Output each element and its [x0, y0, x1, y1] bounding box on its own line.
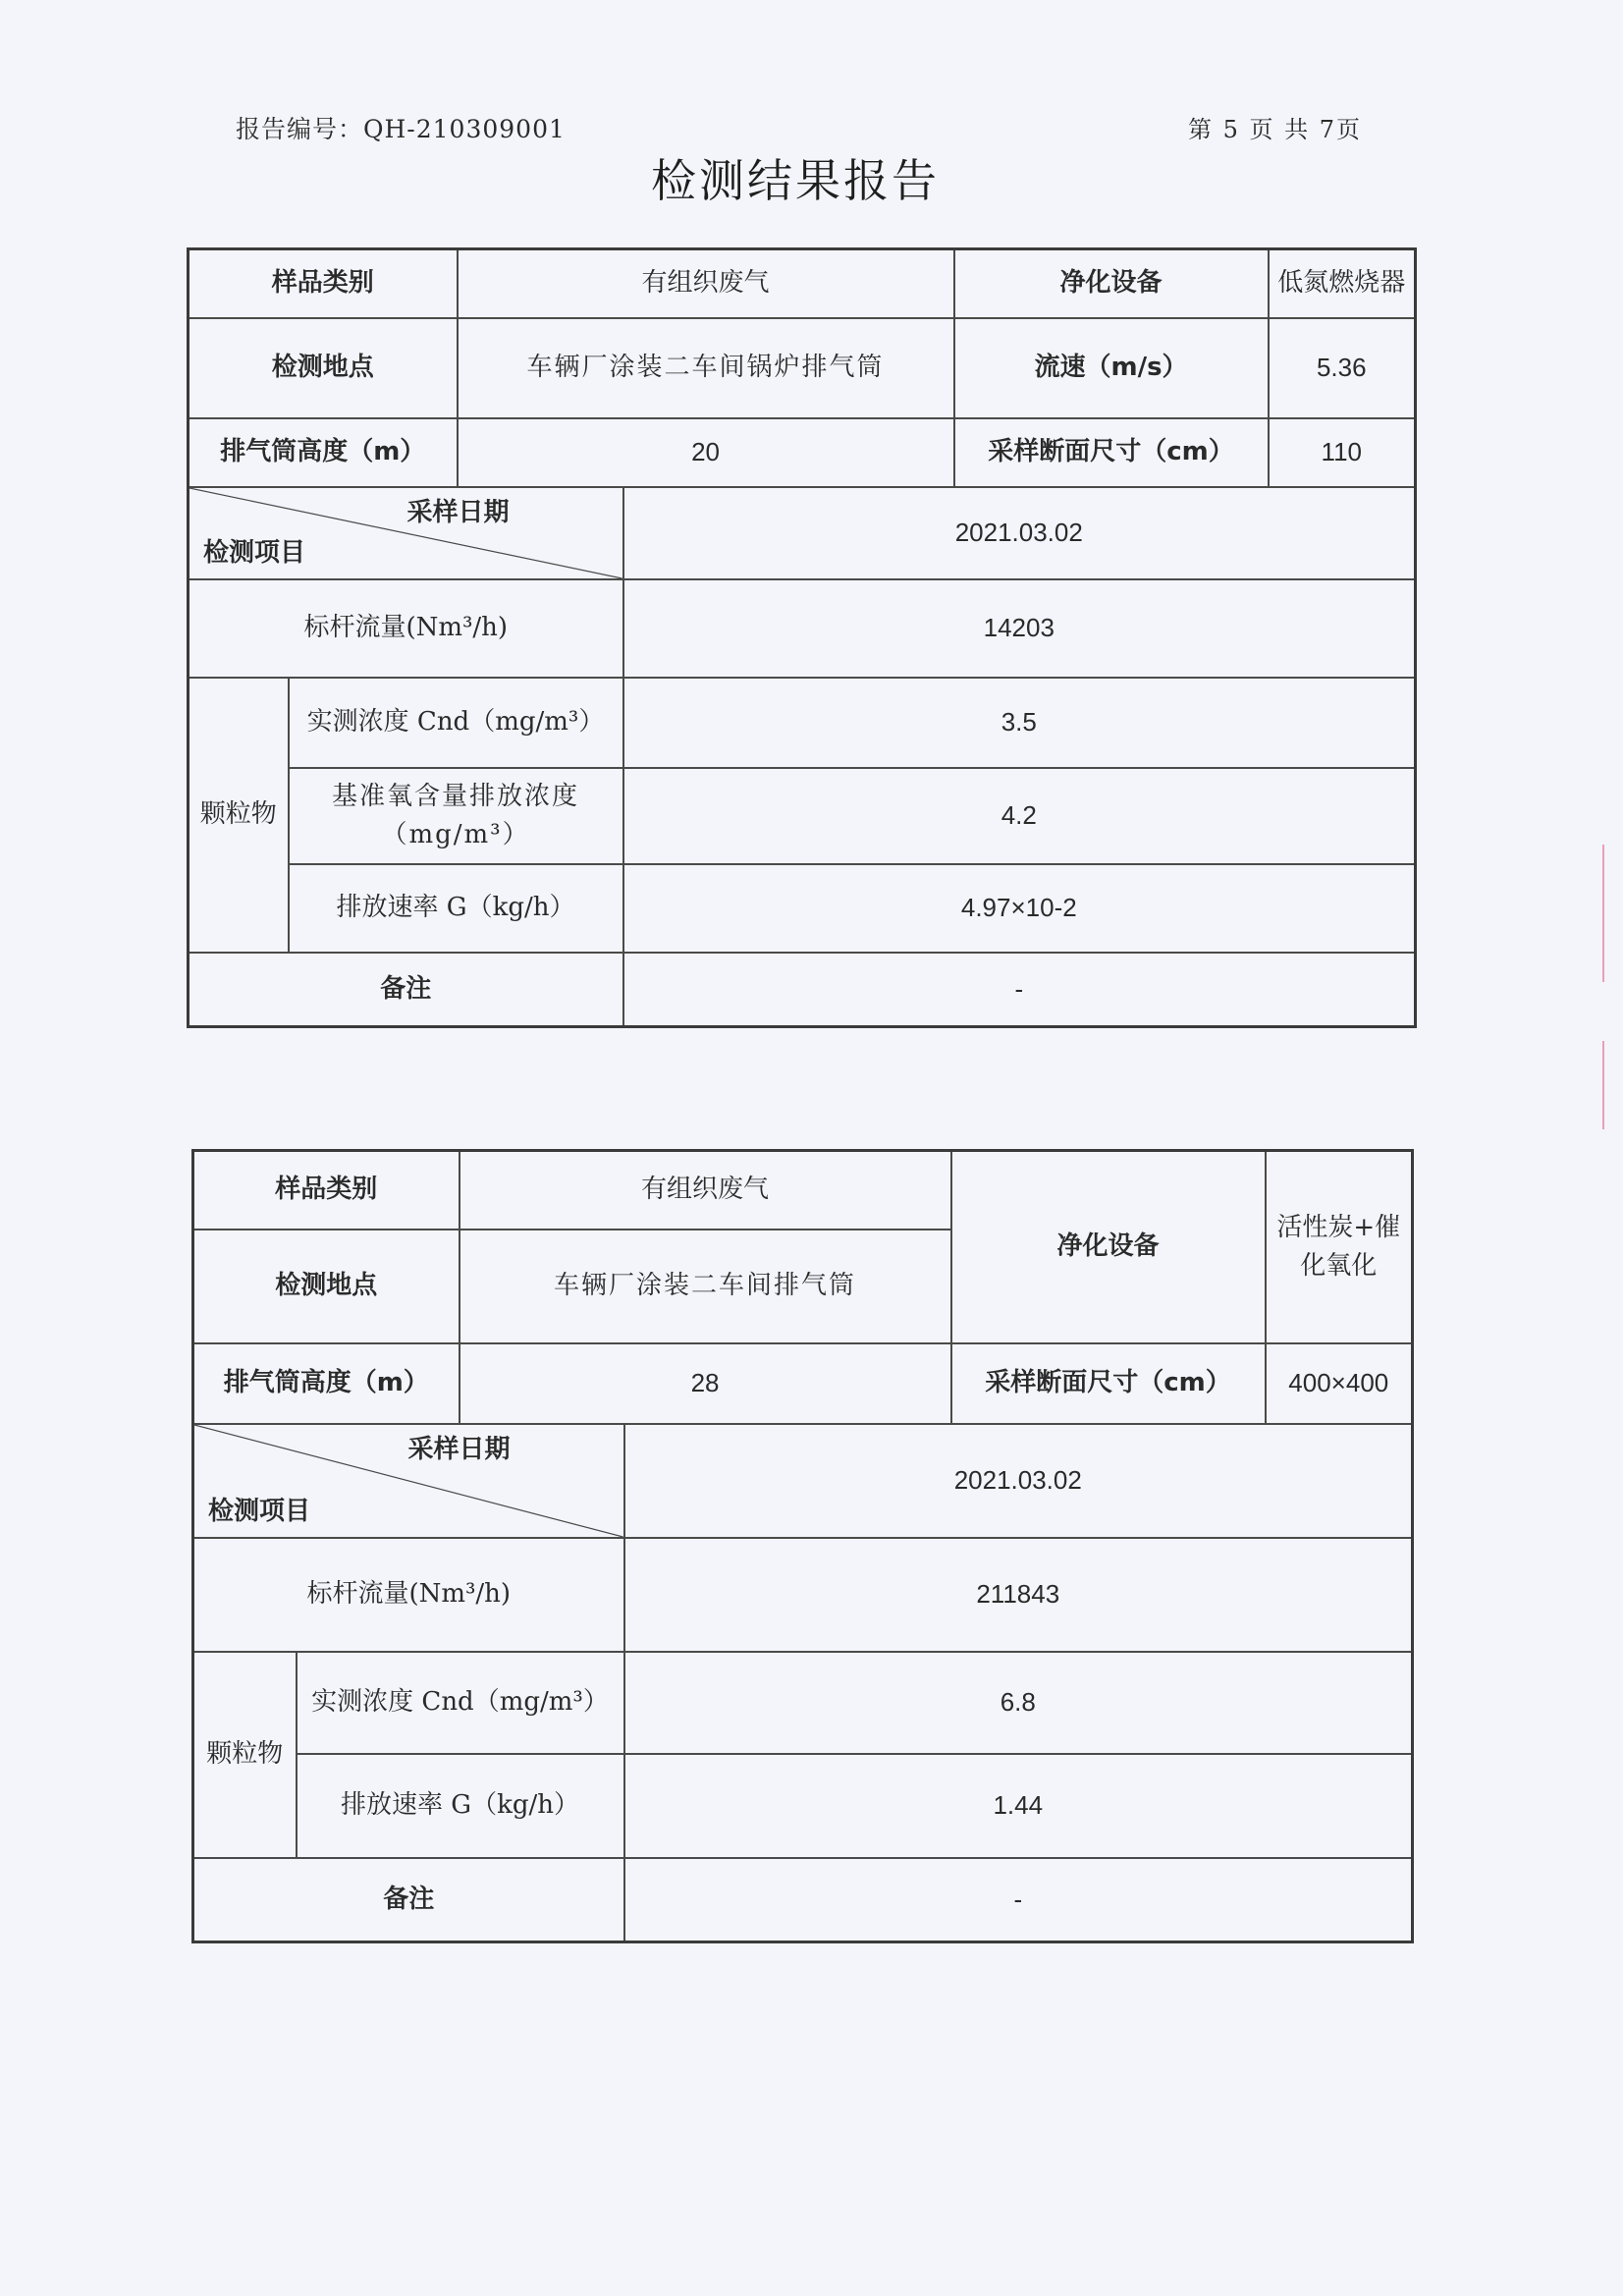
std-flow-value: 14203 — [623, 579, 1416, 678]
report-number: 报告编号：QH-210309001 — [236, 115, 566, 143]
purifier-value: 低氮燃烧器 — [1269, 249, 1416, 318]
baseline-conc-label: 基准氧含量排放浓度（mg/m³） — [289, 768, 623, 864]
remarks-value: - — [624, 1858, 1413, 1942]
measured-conc-value: 3.5 — [623, 678, 1416, 768]
table-row — [189, 953, 1416, 1027]
sample-type-label: 样品类别 — [189, 249, 458, 318]
section-size-label: 采样断面尺寸（cm） — [954, 418, 1269, 487]
seal-edge-mark — [1602, 845, 1623, 982]
table-row — [193, 1424, 1413, 1538]
result-table-1 — [187, 247, 1417, 1028]
remarks-label: 备注 — [189, 953, 623, 1027]
stack-height-value: 20 — [458, 418, 954, 487]
seal-edge-mark — [1602, 1041, 1623, 1129]
page-info: 第 5 页 共 7页 — [1188, 116, 1363, 143]
table-row — [189, 249, 1416, 318]
particulate-label: 颗粒物 — [189, 678, 289, 953]
diagonal-header-cell — [193, 1424, 624, 1538]
location-value: 车辆厂涂装二车间锅炉排气筒 — [458, 318, 954, 418]
sampling-date-value: 2021.03.02 — [624, 1424, 1413, 1538]
purifier-value: 活性炭+催化氧化 — [1266, 1151, 1413, 1343]
sample-type-value: 有组织废气 — [458, 249, 954, 318]
report-title: 检测结果报告 — [651, 154, 940, 207]
diagonal-header-cell — [189, 487, 623, 579]
table-row — [189, 318, 1416, 418]
table-row — [189, 418, 1416, 487]
table-row — [189, 487, 1416, 579]
flow-speed-label: 流速（m/s） — [954, 318, 1269, 418]
section-size-label: 采样断面尺寸（cm） — [951, 1343, 1266, 1424]
test-item-label: 检测项目 — [203, 537, 306, 568]
particulate-label: 颗粒物 — [193, 1652, 297, 1858]
table-row — [193, 1343, 1413, 1424]
result-table-2 — [191, 1149, 1414, 1943]
flow-speed-value: 5.36 — [1269, 318, 1416, 418]
purifier-label: 净化设备 — [951, 1151, 1266, 1343]
stack-height-label: 排气筒高度（m） — [193, 1343, 460, 1424]
table-row — [189, 864, 1416, 953]
test-item-label: 检测项目 — [208, 1496, 311, 1526]
location-label: 检测地点 — [193, 1230, 460, 1343]
measured-conc-value: 6.8 — [624, 1652, 1413, 1754]
baseline-conc-value: 4.2 — [623, 768, 1416, 864]
location-label: 检测地点 — [189, 318, 458, 418]
section-size-value: 400×400 — [1266, 1343, 1413, 1424]
purifier-label: 净化设备 — [954, 249, 1269, 318]
std-flow-value: 211843 — [624, 1538, 1413, 1652]
table-row — [193, 1652, 1413, 1754]
emission-rate-value: 4.97×10-2 — [623, 864, 1416, 953]
sampling-date-label: 采样日期 — [407, 1434, 511, 1464]
sample-type-value: 有组织废气 — [460, 1151, 951, 1230]
emission-rate-label: 排放速率 G（kg/h） — [297, 1754, 624, 1858]
measured-conc-label: 实测浓度 Cnd（mg/m³） — [289, 678, 623, 768]
stack-height-value: 28 — [460, 1343, 951, 1424]
table-row — [189, 768, 1416, 864]
table-row — [193, 1538, 1413, 1652]
emission-rate-label: 排放速率 G（kg/h） — [289, 864, 623, 953]
table-row — [193, 1858, 1413, 1942]
table-row — [193, 1151, 1413, 1230]
emission-rate-value: 1.44 — [624, 1754, 1413, 1858]
table-row — [189, 678, 1416, 768]
std-flow-label: 标杆流量(Nm³/h) — [193, 1538, 624, 1652]
table-row — [189, 579, 1416, 678]
measured-conc-label: 实测浓度 Cnd（mg/m³） — [297, 1652, 624, 1754]
section-size-value: 110 — [1269, 418, 1416, 487]
remarks-value: - — [623, 953, 1416, 1027]
remarks-label: 备注 — [193, 1858, 624, 1942]
sampling-date-label: 采样日期 — [406, 497, 510, 527]
std-flow-label: 标杆流量(Nm³/h) — [189, 579, 623, 678]
stack-height-label: 排气筒高度（m） — [189, 418, 458, 487]
sample-type-label: 样品类别 — [193, 1151, 460, 1230]
sampling-date-value: 2021.03.02 — [623, 487, 1416, 579]
table-row — [193, 1754, 1413, 1858]
location-value: 车辆厂涂装二车间排气筒 — [460, 1230, 951, 1343]
